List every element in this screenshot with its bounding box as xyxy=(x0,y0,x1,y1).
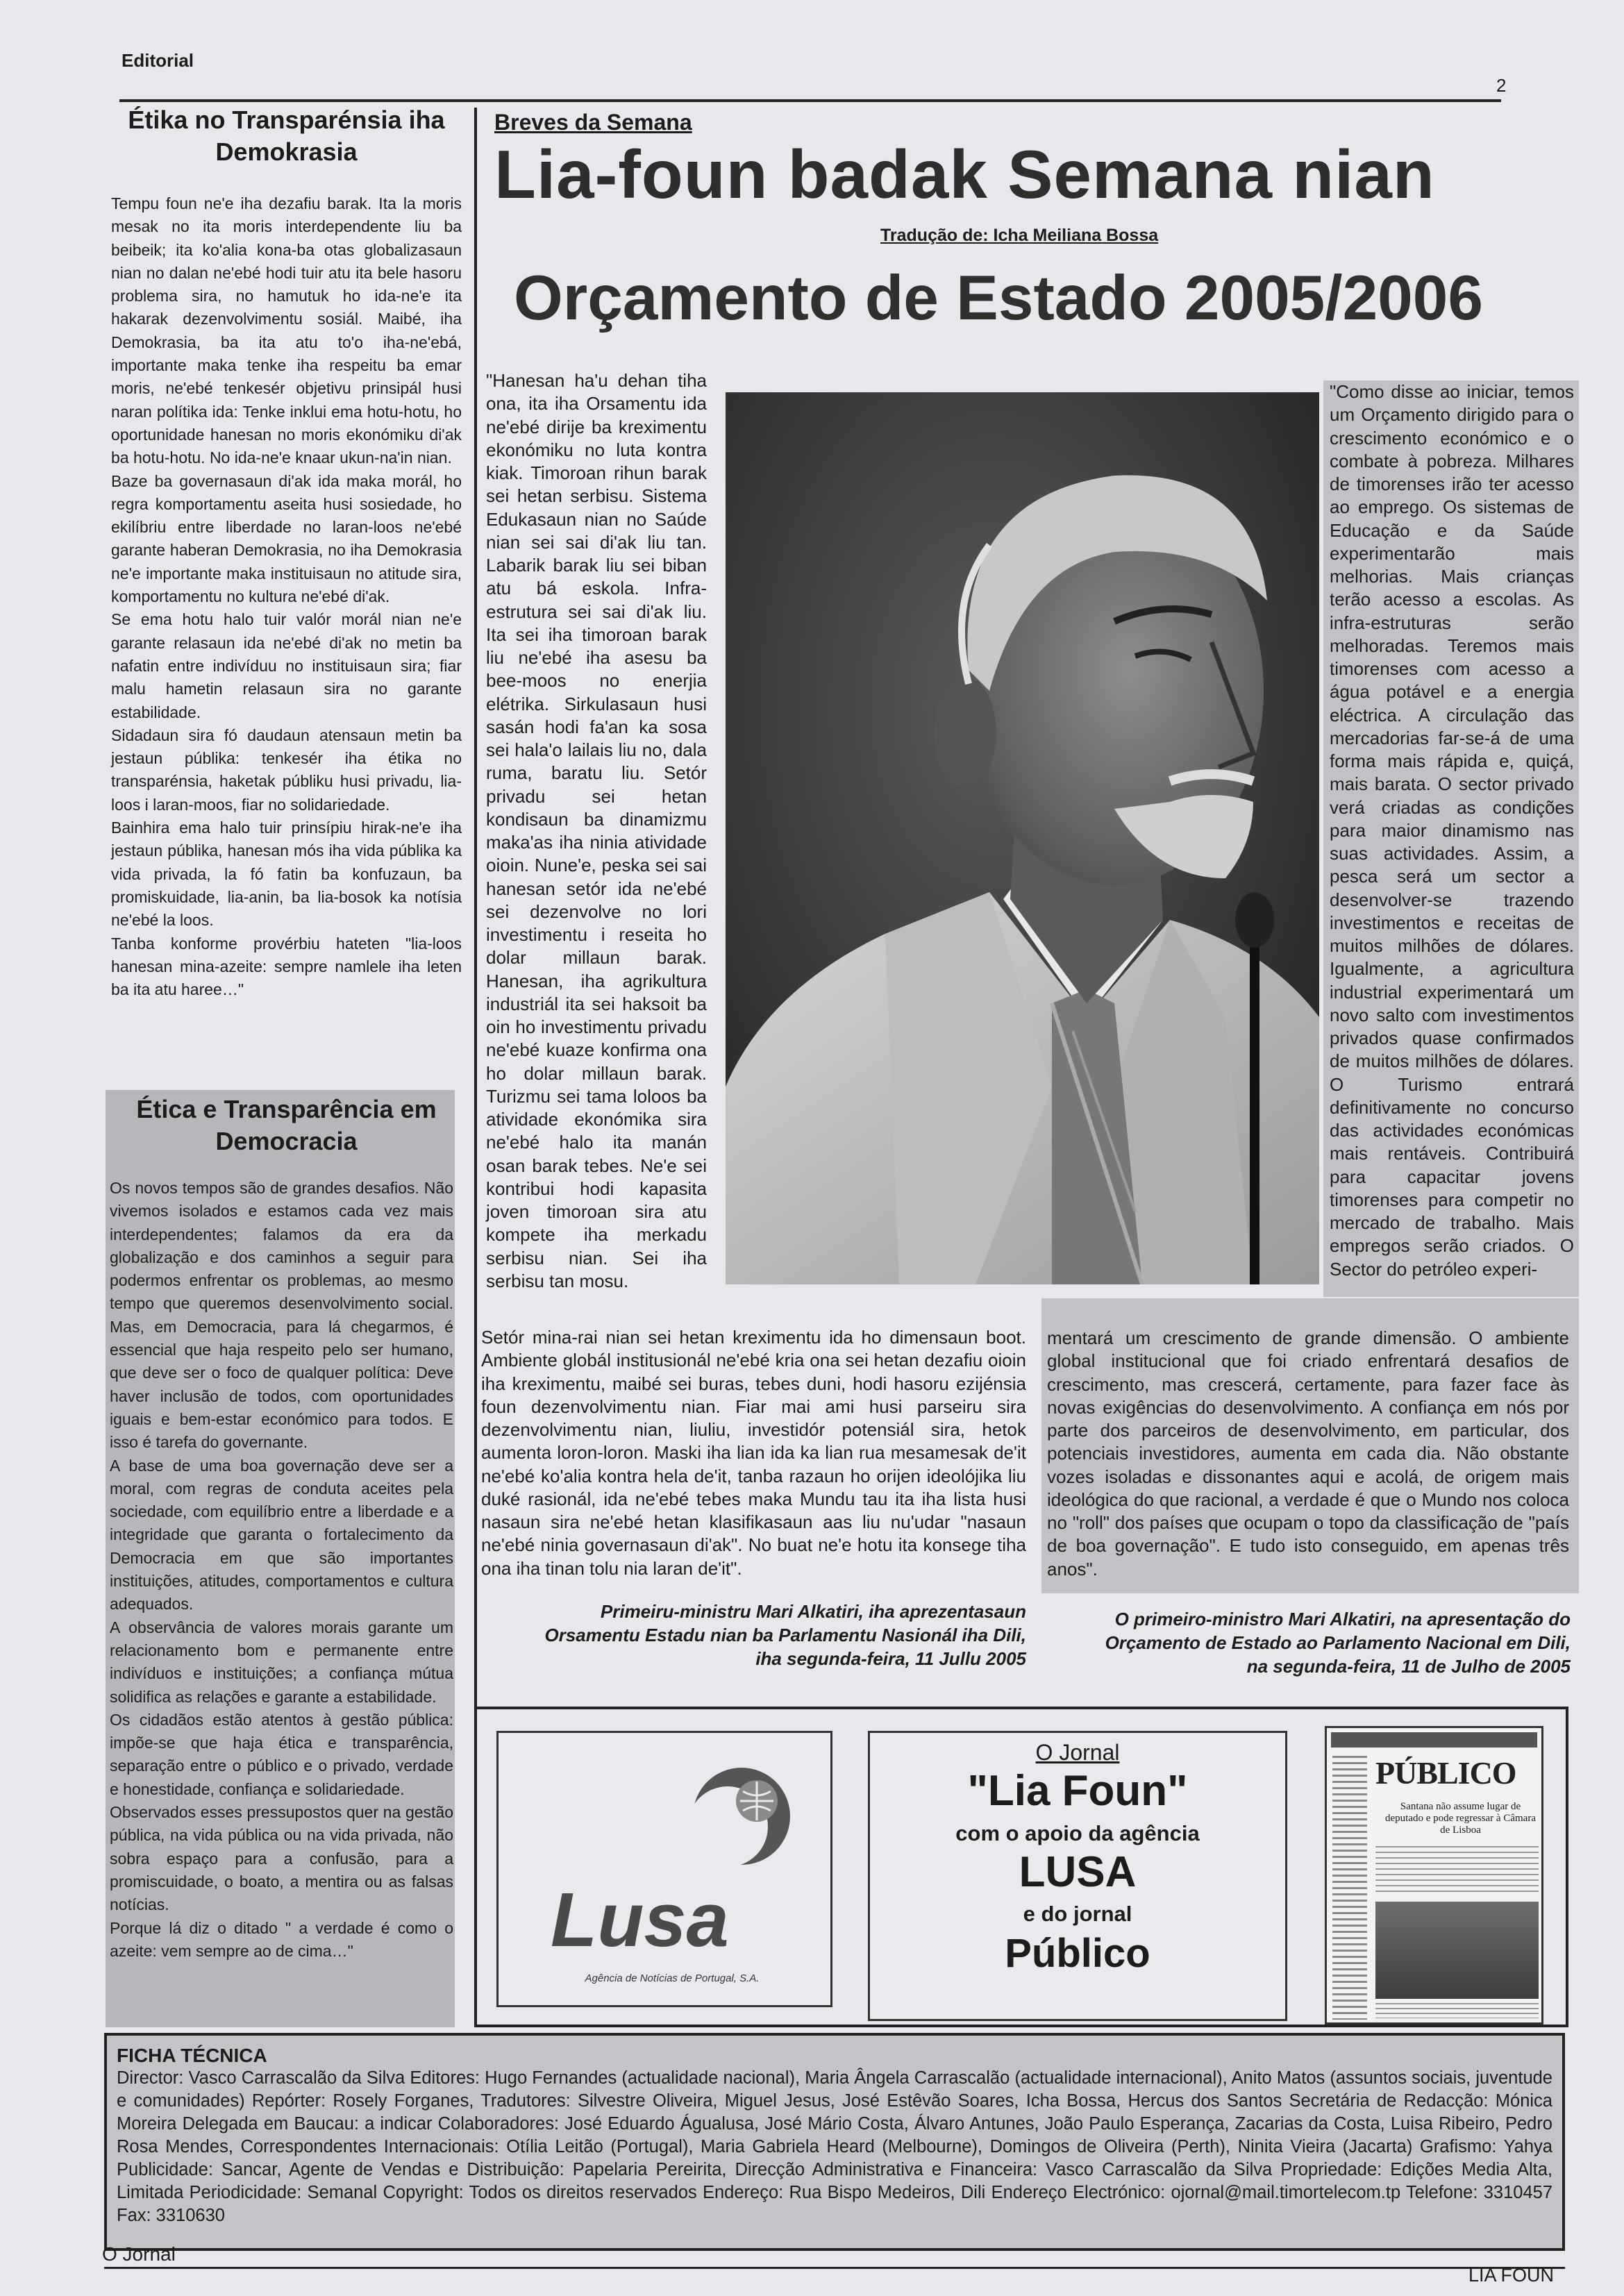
promo-publico: Público xyxy=(1005,1931,1150,1976)
editorial-paragraph: A base de uma boa governação deve ser a moral, com regras de conduta aceites pela sociedade, com equilíbrio entre a liberdade e a integridade que garanta o fortalecimento da Democracia em que são importantes instituições, atitudes, comportamentos e cultura adequados. xyxy=(110,1456,453,1614)
lusa-wordmark: Lusa xyxy=(551,1877,729,1963)
editorial-paragraph: Bainhira ema halo tuir prinsípiu hirak-ne'e iha jestaun públika, hanesan mós iha vida públika ka vida privada, la fó fatin ba konfuzaun, ba promiskuidade, lia-anin, ba lia-bosok ka notísia ne'ebé la loos. xyxy=(111,819,462,930)
footer-publication: O Jornal xyxy=(102,2243,176,2265)
promo-lusa: LUSA xyxy=(1019,1848,1137,1896)
publico-photo xyxy=(1375,1902,1539,1999)
portrait-illustration xyxy=(726,392,1319,1284)
publico-caption-lines xyxy=(1375,2003,1539,2018)
portrait-photo xyxy=(726,392,1319,1284)
photo-caption-tetum xyxy=(486,1600,1026,1670)
bottom-rule xyxy=(104,2267,1565,2269)
publico-newspaper-thumbnail xyxy=(1325,1726,1543,2025)
promo-jornal: O Jornal xyxy=(1035,1740,1120,1765)
editorial-paragraph: Porque lá diz o ditado " a verdade é como o azeite: vem sempre ao de cima…" xyxy=(110,1918,453,1960)
promo-support: com o apoio da agência xyxy=(955,1821,1200,1845)
article-portuguese-continuation: mentará um crescimento de grande dimensão. O ambiente global institucional que foi criado enfrentará desafios de crescimento, mas crescerá, certamente, para fazer face às novas exigências do desenvolvimento. A confiança em nós por parte dos parceiros de desenvolvimento, em particular, dos potenciais investidores, aumenta em cada dia. Não obstante vozes isoladas e dissonantes aqui e acolá, de origem mais ideológica do que racional, a verdade é que o Mundo nos coloca no "roll" dos países que ocupam o topo da classificação de "país de boa governação". E tudo isto conseguido, em apenas três anos". xyxy=(1047,1327,1569,1579)
publico-masthead: PÚBLICO xyxy=(1375,1755,1516,1791)
promo-panel xyxy=(868,1731,1287,2021)
section-kicker: Breves da Semana xyxy=(494,110,692,135)
lusa-tagline: Agência de Notícias de Portugal, S.A. xyxy=(585,1972,760,1984)
editorial-paragraph: Se ema hotu halo tuir valór morál nian ne'e garante relasaun ida ne'ebé di'ak no metin ba nafatin entre indivíduu no instituisaun sira; fiar malu hametin relasaun sira no garante estabilidade. xyxy=(111,610,462,721)
top-rule xyxy=(119,99,1501,102)
translation-credit: Tradução de: Icha Meiliana Bossa xyxy=(880,226,1159,245)
footer-title: LIA FOUN xyxy=(1468,2265,1555,2286)
editorial-title-portuguese: Ética e Transparência em Democracia xyxy=(136,1095,437,1155)
subheadline: Orçamento de Estado 2005/2006 xyxy=(514,263,1484,333)
editorial-paragraph: A observância de valores morais garante um relacionamento bom e permanente entre indivíduos e instituições; a confiança mútua solidifica as relações e garante a estabilidade. xyxy=(110,1618,453,1706)
caption-line: O primeiro-ministro Mari Alkatiri, na apresentação do xyxy=(1114,1609,1571,1629)
publico-top-banner xyxy=(1331,1732,1537,1748)
editorial-body-portuguese xyxy=(110,1177,453,1963)
editorial-title-tetum: Étika no Transparénsia iha Demokrasia xyxy=(128,106,445,166)
article-portuguese-column: "Como disse ao iniciar, temos um Orçamento dirigido para o crescimento económico e o combate à pobreza. Milhares de timorenses irão ter acesso ao emprego. Os sistemas de Educação e da Saúde experimentarão mais melhorias. Mais crianças terão acesso a escolas. As infra-estruturas serão melhoradas. Teremos mais timorenses com acesso a água potável e a energia eléctrica. A circulação das mercadorias far-se-á de uma forma mais rápida e, quiçá, mais barata. O sector privado verá criadas as condições para maior dinamismo nas suas actividades. Assim, a pesca será um sector a desenvolver-se trazendo investimentos e receitas de muitos milhões de dólares. Igualmente, a agricultura industrial experimentará um novo salto com investimentos privados quase confirmados de muitos milhões de dólares. O Turismo entrará definitivamente no concurso das actividades económicas mais rentáveis. Contribuirá para capacitar jovens timorenses para competir no mercado de trabalho. Mais empregos serão criados. O Sector do petróleo experi- xyxy=(1330,381,1574,1280)
ficha-text: Director: Vasco Carrascalão da Silva Editores: Hugo Fernandes (actualidade nacional), Maria Ângela Carrascalão (actualidade internacional), Anito Matos (assuntos sociais, juventude e comunidades) Repórter: Rosely Forganes, Tradutores: Silvestre Oliveira, Miguel Jesus, José Estêvão Soares, Icha Bossa, Hercus dos Santos Secretária de Redacção: Mónica Moreira Delegada em Baucau: a indicar Colaboradores: José Eduardo Águalusa, José Mário Costa, Álvaro Antunes, João Paulo Esperança, Zacarias da Costa, Luisa Ribeiro, Pedro Rosa Mendes, Correspondentes Internacionais: Otília Leitão (Portugal), Maria Gabriela Heard (Melbourne), Domingos de Oliveira (Perth), Ninita Vieira (Jacarta) Grafismo: Yahya Publicidade: Sancar, Agente de Vendas e Distribuição: Papelaria Pereirita, Direcção Administrativa e Financeira: Vasco Carrascalão da Silva Propriedade: Edições Media Alta, Limitada Periodicidade: Semanal Copyright: Todos os direitos reservados Endereço: Rua Bispo Medeiros, Dili Endereço Electrónico: ojornal@mail.timortelecom.tp Telefone: 3310457 Fax: 3310630 xyxy=(117,2068,1552,2225)
headline: Lia-foun badak Semana nian xyxy=(494,136,1435,212)
editorial-paragraph: Tempu foun ne'e iha dezafiu barak. Ita la moris mesak no ita moris interdependente liu ba beibeik; ita ko'alia kona-ba otas globalizasaun nian no dalan ne'ebé hodi tuir atu ita bele hasoru problema sira, no hamutuk ho ida-ne'e ita hakarak dezenvolvimentu sosiál. Maibé, iha Demokrasia, ba ita atu to'o iha-ne'ebá, importante maka tenke iha respeitu ba emar moris, ne'ebé tenkesér objetivu prinsipál husi naran polítika ida: Tenke inklui ema hotu-hotu, ho oportunidade hanesan no moris ekonómiku di'ak ba hotu-hotu. No ida-ne'e knaar ukun-na'in nian. xyxy=(111,194,462,467)
editorial-paragraph: Baze ba governasaun di'ak ida maka morál, ho regra komportamentu aseita husi sosiedade, ho ekilíbriu entre liberdade no laran-loos ne'ebé garante haberan Demokrasia, no iha Demokrasia ne'e importante maka instituisaun no atitude sira, komportamentu no kultura ne'ebé di'ak. xyxy=(111,471,462,606)
promo-title: "Lia Foun" xyxy=(967,1767,1188,1815)
editorial-paragraph: Observados esses pressupostos quer na gestão pública, na vida pública ou na vida privada, não sobra espaço para a confusão, para a promiscuidade, o boato, a mentira ou as falsas notícias. xyxy=(110,1803,453,1914)
editorial-paragraph: Os cidadãos estão atentos à gestão pública: impõe-se que haja ética e transparência, separação entre o público e o privado, verdade e honestidade, confiança e solidariedade. xyxy=(110,1710,453,1798)
caption-line: Primeiru-ministru Mari Alkatiri, iha aprezentasaun xyxy=(600,1601,1026,1622)
promo-and: e do jornal xyxy=(1023,1902,1132,1926)
editorial-paragraph: Os novos tempos são de grandes desafios. Não vivemos isolados e estamos cada vez mais interdependentes; falamos da era da globalização e dos caminhos a seguir para podermos enfrentar os problemas, ao mesmo tempo que queremos desenvolvimento social. Mas, em Democracia, para lá chegarmos, é essencial que haja respeito pelo ser humano, que deve ser o foco de qualquer política: Deve haver inclusão de todos, com oportunidades iguais e bem-estar económico para todos. E isso é tarefa do governante. xyxy=(110,1179,453,1452)
publico-headline: Santana não assume lugar de deputado e pode regressar à Câmara de Lisboa xyxy=(1385,1801,1536,1836)
caption-line: na segunda-feira, 11 de Julho de 2005 xyxy=(1246,1656,1571,1677)
publico-text-lines xyxy=(1375,1846,1539,1895)
editorial-paragraph: Sidadaun sira fó daudaun atensaun metin ba jestaun públika: tenkesér iha étika no transparénsia, haketak públiku husi privadu, lia-loos i laran-moos, fiar no solidariedade. xyxy=(111,726,462,814)
editorial-body-tetum xyxy=(111,192,462,1001)
caption-line: iha segunda-feira, 11 Jullu 2005 xyxy=(755,1648,1026,1669)
lusa-ad xyxy=(496,1731,832,2007)
section-label: Editorial xyxy=(122,50,194,71)
editorial-paragraph: Tanba konforme provérbiu hateten "lia-loos hanesan mina-azeite: sempre namlele iha leten ba ita atu haree…" xyxy=(111,934,462,999)
article-tetum-continuation: Setór mina-rai nian sei hetan kreximentu ida ho dimensaun boot. Ambiente globál institusionál ne'ebé kria ona sei hetan dezafiu oioin iha kreximentu, maibé sei buras, tebes duni, hodi hasoru ezijénsia foun dezenvolvimentu nian. Fiar mai ami husi parseiru sira dezenvolvimentu nian, liuliu, investidór potensiál sira, hetok aumenta loron-loron. Maski iha lian ida ka lian rua mesamesak de'it ne'ebé ko'alia kontra hela de'it, tanba razaun ho orijen ideolójika liu duké rasionál, ida ne'ebé tebes maka Mundu tau ita iha lista husi nasaun sira ne'ebé hetan klasifikasaun aas liu nu'udar "nasaun ne'ebé ninia governasaun di'ak". No buat ne'e hotu ita konsege tiha ona iha tinan tolu nia laran de'it". xyxy=(481,1327,1026,1579)
publico-side-column xyxy=(1332,1756,1367,2020)
caption-line: Orsamentu Estadu nian ba Parlamentu Nasionál iha Dili, xyxy=(544,1625,1026,1645)
caption-line: Orçamento de Estado ao Parlamento Nacional em Dili, xyxy=(1105,1632,1571,1653)
page-number: 2 xyxy=(1496,75,1507,96)
article-tetum-column: "Hanesan ha'u dehan tiha ona, ita iha Orsamentu ida ne'ebé dirije ba kreximentu ekonómiku no luta kontra kiak. Timoroan rihun barak sei hetan serbisu. Sistema Edukasaun nian no Saúde nian sei sai di'ak liu tan. Labarik barak liu sei biban atu bá eskola. Infra-estrutura sei sai di'ak liu. Ita sei iha timoroan barak liu ne'ebé iha asesu ba bee-moos no enerjia elétrika. Sirkulasaun husi sasán hodi fa'an ka sosa sei hala'o lailais liu no, dala ruma, baratu liu. Setór privadu sei hetan kondisaun ba dinamizmu maka'as iha ninia atividade oioin. Nune'e, peska sei sai hanesan setór ida ne'ebé sei dezenvolve no lori investimentu i reseita ho dolar millaun barak. Hanesan, iha agrikultura industriál ita sei haksoit ba oin ho investimentu privadu ne'ebé kuaze konfirma ona ho dolar millaun barak. Turizmu sei tama loloos ba atividade ekonómika sira ne'ebé halo ita manán osan barak tebes. Ne'e sei kontribui hodi kapasita joven timoroan sira atu kompete iha merkadu serbisu nian. Sei iha serbisu tan mosu. xyxy=(486,370,707,1291)
photo-caption-portuguese xyxy=(1041,1607,1571,1678)
ficha-title: FICHA TÉCNICA xyxy=(117,2045,267,2066)
lusa-logo-icon xyxy=(499,1733,830,2005)
ficha-tecnica xyxy=(104,2033,1565,2251)
